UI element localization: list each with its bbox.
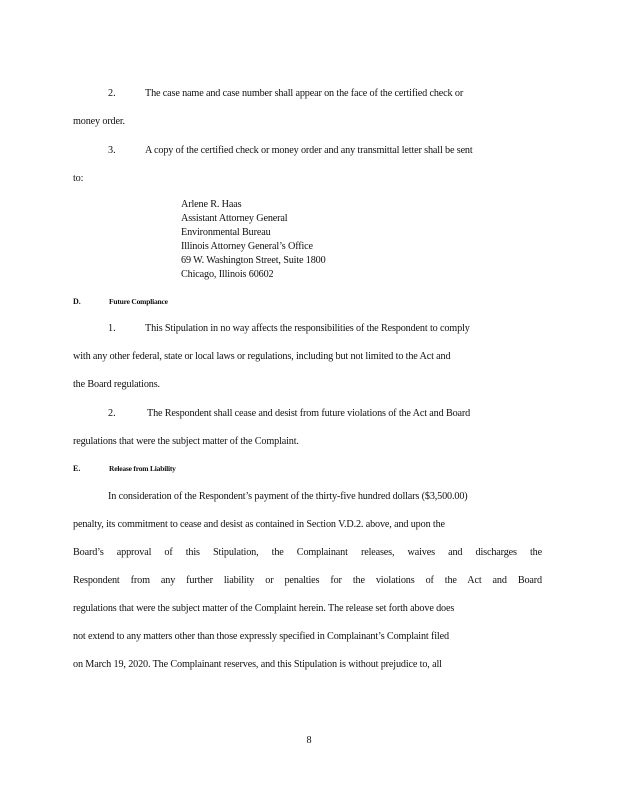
item-number: 1. [108, 323, 116, 334]
paragraph-line: the Board regulations. [73, 379, 160, 390]
paragraph-line: A copy of the certified check or money order and any transmittal letter shall be sent [145, 145, 473, 156]
paragraph-line: In consideration of the Respondent’s payment of the thirty-five hundred dollars ($3,500.00) [108, 491, 468, 502]
section-d-title: Future Compliance [109, 297, 168, 306]
paragraph-line: This Stipulation in no way affects the responsibilities of the Respondent to comply [145, 323, 470, 334]
paragraph-line-justified: Board’s approval of this Stipulation, the Complainant releases, waives and discharges the [73, 547, 542, 558]
item-number: 3. [108, 145, 116, 156]
paragraph-line: money order. [73, 116, 125, 127]
section-e-letter: E. [73, 464, 81, 473]
address-street: 69 W. Washington Street, Suite 1800 [181, 255, 326, 266]
paragraph-line-justified: Respondent from any further liability or penalties for the violations of the Act and Board [73, 575, 542, 586]
section-d-letter: D. [73, 297, 81, 306]
paragraph-line: to: [73, 173, 84, 184]
page-number: 8 [306, 735, 312, 746]
address-bureau: Environmental Bureau [181, 227, 271, 238]
address-city: Chicago, Illinois 60602 [181, 269, 274, 280]
item-number: 2. [108, 88, 116, 99]
paragraph-line: on March 19, 2020. The Complainant reserves, and this Stipulation is without prejudice to, all [73, 659, 442, 670]
paragraph-line: with any other federal, state or local laws or regulations, including but not limited to the Act and [73, 351, 451, 362]
paragraph-line: penalty, its commitment to cease and desist as contained in Section V.D.2. above, and upon the [73, 519, 445, 530]
address-office: Illinois Attorney General’s Office [181, 241, 313, 252]
paragraph-line: The case name and case number shall appear on the face of the certified check or [145, 88, 464, 99]
address-name: Arlene R. Haas [181, 199, 242, 210]
address-title: Assistant Attorney General [181, 213, 288, 224]
item-number: 2. [108, 408, 116, 419]
section-e-title: Release from Liability [109, 464, 176, 473]
paragraph-line: The Respondent shall cease and desist from future violations of the Act and Board [147, 408, 471, 419]
paragraph-line: not extend to any matters other than those expressly specified in Complainant’s Complaint filed [73, 631, 449, 642]
paragraph-line: regulations that were the subject matter of the Complaint. [73, 436, 299, 447]
paragraph-line: regulations that were the subject matter of the Complaint herein. The release set forth above does [73, 603, 455, 614]
